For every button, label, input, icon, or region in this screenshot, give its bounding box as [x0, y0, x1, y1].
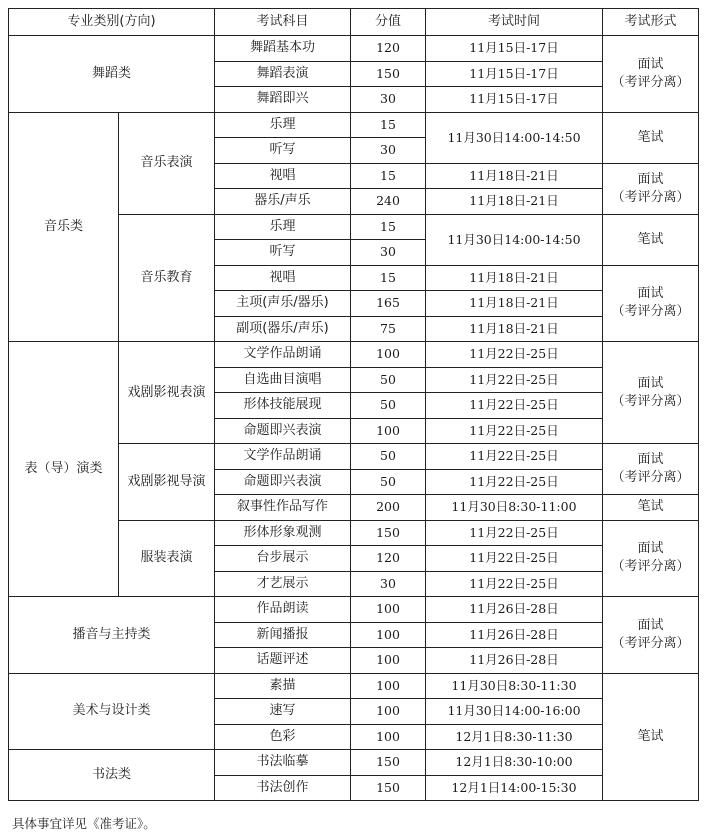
table-row — [9, 342, 699, 368]
direction-cell: 戏剧影视导演 — [119, 444, 215, 521]
subject-cell: 舞蹈即兴 — [215, 87, 351, 113]
direction-cell: 服装表演 — [119, 520, 215, 597]
subject-cell: 形体技能展现 — [215, 393, 351, 419]
time-cell: 11月22日-25日 — [426, 418, 603, 444]
form-cell: 面试 （考评分离） — [603, 444, 699, 495]
subject-cell: 乐理 — [215, 214, 351, 240]
score-cell: 165 — [351, 291, 426, 317]
subject-cell: 视唱 — [215, 265, 351, 291]
score-cell: 150 — [351, 750, 426, 776]
subject-cell: 书法创作 — [215, 775, 351, 801]
subject-cell: 素描 — [215, 673, 351, 699]
score-cell: 150 — [351, 61, 426, 87]
subject-cell: 才艺展示 — [215, 571, 351, 597]
header-time: 考试时间 — [426, 9, 603, 36]
subject-cell: 话题评述 — [215, 648, 351, 674]
score-cell: 30 — [351, 240, 426, 266]
score-cell: 50 — [351, 367, 426, 393]
direction-cell: 音乐表演 — [119, 112, 215, 214]
table-body — [9, 36, 699, 801]
form-cell: 面试 （考评分离） — [603, 342, 699, 444]
form-cell: 面试 （考评分离） — [603, 265, 699, 342]
subject-cell: 台步展示 — [215, 546, 351, 572]
form-cell: 面试 （考评分离） — [603, 163, 699, 214]
subject-cell: 舞蹈表演 — [215, 61, 351, 87]
subject-cell: 舞蹈基本功 — [215, 36, 351, 62]
category-cell: 舞蹈类 — [9, 36, 215, 113]
score-cell: 150 — [351, 775, 426, 801]
exam-schedule-sheet — [8, 8, 699, 831]
header-category: 专业类别(方向) — [9, 9, 215, 36]
subject-cell: 文学作品朗诵 — [215, 444, 351, 470]
subject-cell: 色彩 — [215, 724, 351, 750]
score-cell: 15 — [351, 214, 426, 240]
score-cell: 100 — [351, 342, 426, 368]
subject-cell: 副项(器乐/声乐) — [215, 316, 351, 342]
subject-cell: 形体形象观测 — [215, 520, 351, 546]
table-row — [9, 673, 699, 699]
subject-cell: 乐理 — [215, 112, 351, 138]
footnote: 具体事宜详见《准考证》。 — [12, 816, 156, 831]
subject-cell: 叙事性作品写作 — [215, 495, 351, 521]
time-cell: 11月30日14:00-14:50 — [426, 112, 603, 163]
category-cell: 表（导）演类 — [9, 342, 119, 597]
form-cell: 笔试 — [603, 214, 699, 265]
header-subject: 考试科目 — [215, 9, 351, 36]
time-cell: 11月26日-28日 — [426, 597, 603, 623]
score-cell: 100 — [351, 673, 426, 699]
score-cell: 100 — [351, 648, 426, 674]
time-cell: 11月18日-21日 — [426, 291, 603, 317]
time-cell: 12月1日8:30-10:00 — [426, 750, 603, 776]
time-cell: 11月22日-25日 — [426, 571, 603, 597]
score-cell: 75 — [351, 316, 426, 342]
score-cell: 100 — [351, 622, 426, 648]
subject-cell: 命题即兴表演 — [215, 418, 351, 444]
category-cell: 音乐类 — [9, 112, 119, 342]
score-cell: 30 — [351, 87, 426, 113]
table-row — [9, 112, 699, 138]
time-cell: 11月18日-21日 — [426, 189, 603, 215]
form-cell: 面试 （考评分离） — [603, 597, 699, 674]
time-cell: 11月22日-25日 — [426, 342, 603, 368]
time-cell: 11月22日-25日 — [426, 520, 603, 546]
score-cell: 50 — [351, 393, 426, 419]
time-cell: 12月1日8:30-11:30 — [426, 724, 603, 750]
score-cell: 15 — [351, 163, 426, 189]
score-cell: 30 — [351, 138, 426, 164]
table-row — [9, 597, 699, 623]
score-cell: 100 — [351, 699, 426, 725]
header-form: 考试形式 — [603, 9, 699, 36]
time-cell: 11月22日-25日 — [426, 367, 603, 393]
time-cell: 11月18日-21日 — [426, 265, 603, 291]
score-cell: 200 — [351, 495, 426, 521]
time-cell: 11月15日-17日 — [426, 36, 603, 62]
category-cell: 播音与主持类 — [9, 597, 215, 674]
subject-cell: 听写 — [215, 240, 351, 266]
form-cell: 面试 （考评分离） — [603, 520, 699, 597]
score-cell: 15 — [351, 112, 426, 138]
time-cell: 11月18日-21日 — [426, 316, 603, 342]
form-cell: 笔试 — [603, 673, 699, 801]
subject-cell: 器乐/声乐 — [215, 189, 351, 215]
header-row — [9, 9, 699, 36]
category-cell: 美术与设计类 — [9, 673, 215, 750]
score-cell: 120 — [351, 546, 426, 572]
subject-cell: 主项(声乐/器乐) — [215, 291, 351, 317]
subject-cell: 文学作品朗诵 — [215, 342, 351, 368]
exam-schedule-table — [8, 8, 699, 801]
score-cell: 120 — [351, 36, 426, 62]
time-cell: 11月30日8:30-11:00 — [426, 495, 603, 521]
time-cell: 11月26日-28日 — [426, 648, 603, 674]
score-cell: 100 — [351, 724, 426, 750]
time-cell: 11月15日-17日 — [426, 61, 603, 87]
header-score: 分值 — [351, 9, 426, 36]
score-cell: 100 — [351, 597, 426, 623]
time-cell: 11月30日14:00-16:00 — [426, 699, 603, 725]
score-cell: 30 — [351, 571, 426, 597]
direction-cell: 音乐教育 — [119, 214, 215, 342]
form-cell: 笔试 — [603, 112, 699, 163]
score-cell: 240 — [351, 189, 426, 215]
time-cell: 11月30日8:30-11:30 — [426, 673, 603, 699]
time-cell: 11月22日-25日 — [426, 546, 603, 572]
subject-cell: 听写 — [215, 138, 351, 164]
subject-cell: 速写 — [215, 699, 351, 725]
form-cell: 笔试 — [603, 495, 699, 521]
time-cell: 11月22日-25日 — [426, 444, 603, 470]
subject-cell: 书法临摹 — [215, 750, 351, 776]
time-cell: 11月15日-17日 — [426, 87, 603, 113]
score-cell: 150 — [351, 520, 426, 546]
score-cell: 100 — [351, 418, 426, 444]
subject-cell: 命题即兴表演 — [215, 469, 351, 495]
time-cell: 11月26日-28日 — [426, 622, 603, 648]
table-row — [9, 36, 699, 62]
subject-cell: 视唱 — [215, 163, 351, 189]
subject-cell: 自选曲目演唱 — [215, 367, 351, 393]
direction-cell: 戏剧影视表演 — [119, 342, 215, 444]
form-cell: 面试 （考评分离） — [603, 36, 699, 113]
time-cell: 11月22日-25日 — [426, 469, 603, 495]
subject-cell: 新闻播报 — [215, 622, 351, 648]
score-cell: 50 — [351, 469, 426, 495]
category-cell: 书法类 — [9, 750, 215, 801]
time-cell: 12月1日14:00-15:30 — [426, 775, 603, 801]
time-cell: 11月18日-21日 — [426, 163, 603, 189]
subject-cell: 作品朗读 — [215, 597, 351, 623]
score-cell: 50 — [351, 444, 426, 470]
time-cell: 11月30日14:00-14:50 — [426, 214, 603, 265]
time-cell: 11月22日-25日 — [426, 393, 603, 419]
table-row — [9, 750, 699, 776]
score-cell: 15 — [351, 265, 426, 291]
